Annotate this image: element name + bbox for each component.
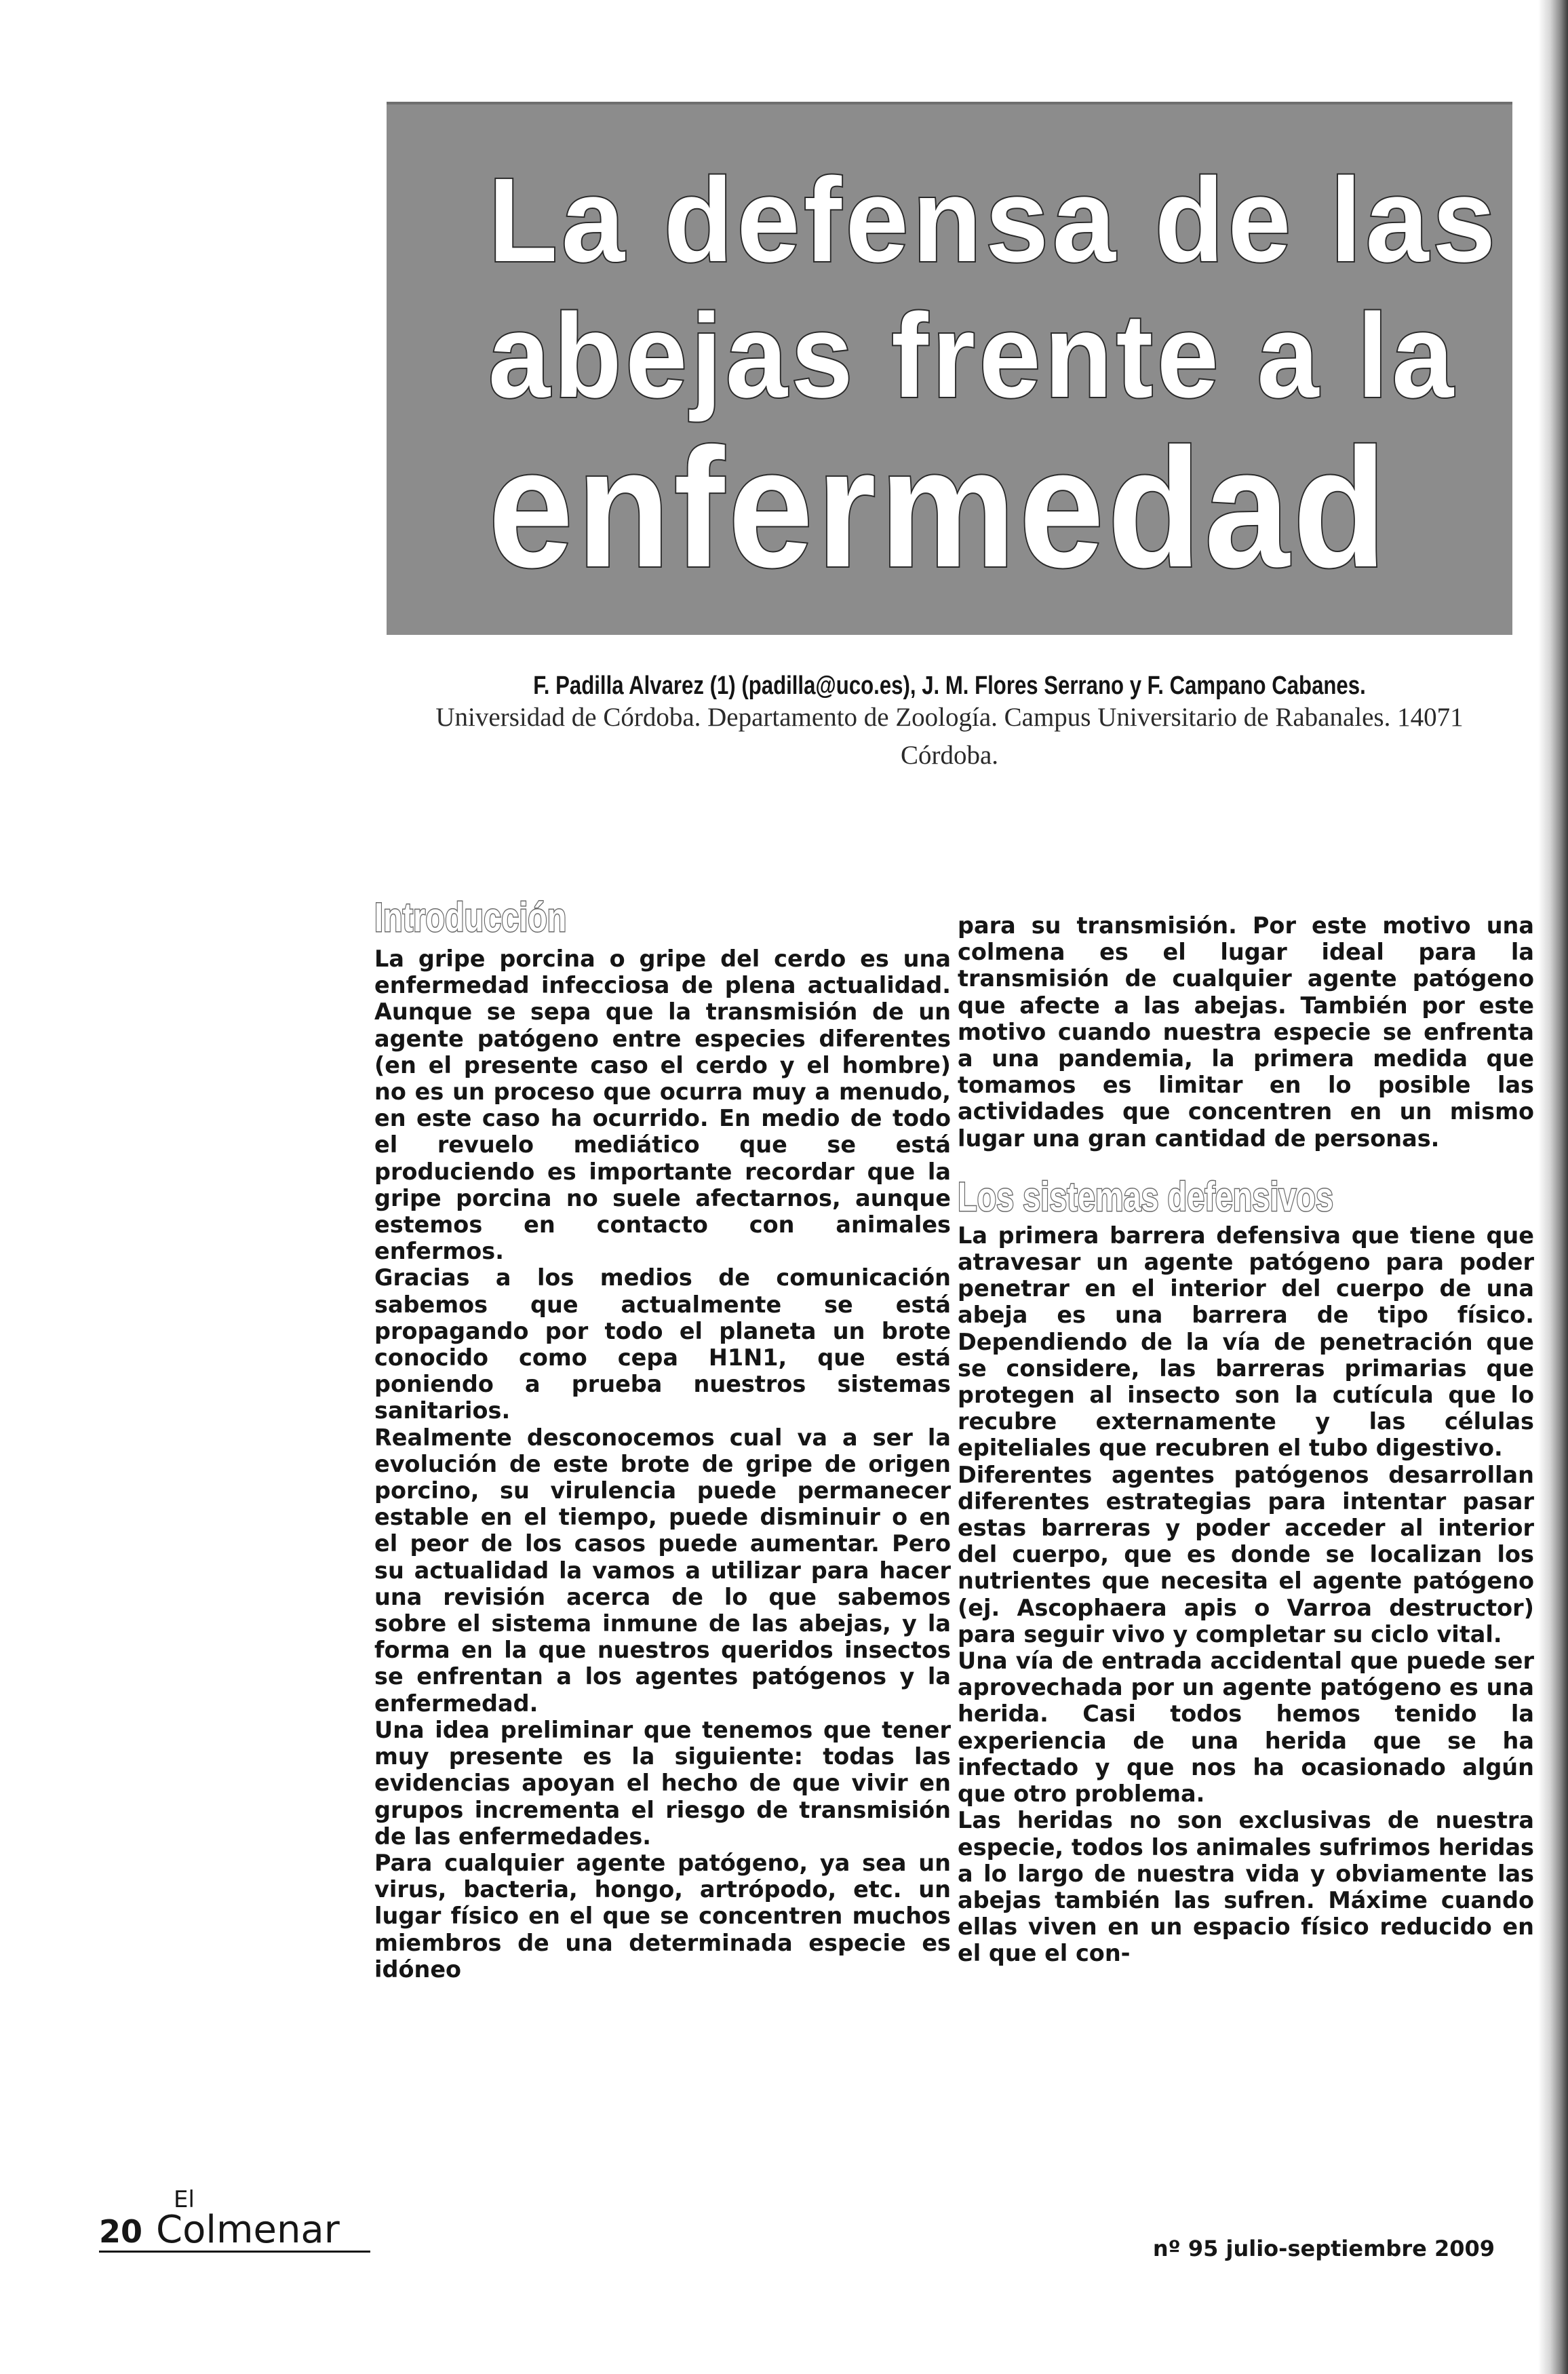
author-list: F. Padilla Alvarez (1) (padilla@uco.es), J. M. Flores Serrano y F. Campano Cabanes. (533, 672, 1366, 700)
magazine-logo (156, 2186, 340, 2252)
paragraph: Una idea preliminar que tenemos que tener muy presente es la siguiente: todas las evidencias apoyan el hecho de que vivir en grupos incrementa el riesgo de transmisión de las enfermedades. (374, 1716, 951, 1850)
section-heading-introduccion: Introducción (374, 895, 567, 940)
title-line-2: abejas frente a la (488, 290, 1457, 423)
paragraph: Para cualquier agente patógeno, ya sea un virus, bacteria, hongo, artrópodo, etc. un lugar físico en el que se concentren muchos miembros de una determinada especie es idóneo (374, 1849, 951, 1983)
paragraph: Diferentes agentes patógenos desarrollan diferentes estrategias para intentar pasar estas barreras y poder acceder al interior del cuerpo, que es donde se localizan los nutrientes que necesita el agente patógeno (ej. Ascophaera apis o Varroa destructor) para seguir vivo y completar su ciclo vital. (958, 1461, 1534, 1648)
paragraph: Gracias a los medios de comunicación sabemos que actualmente se está propagando por todo el planeta un brote conocido como cepa H1N1, que está poniendo a prueba nuestros sistemas sanitarios. (374, 1264, 951, 1424)
magazine-logo-el: El (174, 2186, 195, 2213)
title-line-1: La defensa de las (488, 154, 1500, 287)
issue-info: nº 95 julio-septiembre 2009 (1152, 2236, 1495, 2261)
magazine-logo-name: Colmenar (156, 2208, 340, 2252)
left-column (374, 895, 951, 1983)
right-column (958, 912, 1534, 1967)
section-heading-sistemas-defensivos: Los sistemas defensivos (958, 1173, 1334, 1220)
paragraph: La gripe porcina o gripe del cerdo es una enfermedad infecciosa de plena actualidad. Aunque se sepa que la transmisión de un agente patógeno entre especies diferentes (en el presente caso el cerdo y el hombre) no es un proceso que ocurra muy a menudo, en este caso ha ocurrido. En medio de todo el revuelo mediático que se está produciendo es importante recordar que la gripe porcina no suele afectarnos, aunque estemos en contacto con animales enfermos. (374, 946, 951, 1265)
paragraph: Realmente desconocemos cual va a ser la evolución de este brote de gripe de origen porcino, su virulencia puede permanecer estable en el tiempo, puede disminuir o en el peor de los casos puede aumentar. Pero su actualidad la vamos a utilizar para hacer una revisión acerca de lo que sabemos sobre el sistema inmune de las abejas, y la forma en la que nuestros queridos insectos se enfrentan a los agentes patógenos y la enfermedad. (374, 1424, 951, 1717)
page-number: 20 (99, 2213, 143, 2250)
title-line-3: enfermedad (488, 413, 1390, 602)
footer-page-and-magazine (99, 2186, 370, 2253)
affiliation: Universidad de Córdoba. Departamento de Zoología. Campus Universitario de Rabanales. 14071 Córdoba. (435, 703, 1464, 770)
paragraph: Las heridas no son exclusivas de nuestra especie, todos los animales sufrimos heridas a lo largo de nuestra vida y obviamente las abejas también las sufren. Máxime cuando ellas viven en un espacio físico reducido en el que el con- (958, 1807, 1534, 1967)
paragraph: para su transmisión. Por este motivo una colmena es el lugar ideal para la transmisión de cualquier agente patógeno que afecte a las abejas. También por este motivo cuando nuestra especie se enfrenta a una pandemia, la primera medida que tomamos es limitar en lo posible las actividades que concentren en un mismo lugar una gran cantidad de personas. (958, 912, 1534, 1152)
title-banner (387, 102, 1512, 635)
paragraph: Una vía de entrada accidental que puede ser aprovechada por un agente patógeno es una herida. Casi todos hemos tenido la experiencia de una herida que se ha infectado y que nos ha ocasionado algún que otro problema. (958, 1648, 1534, 1808)
paragraph: La primera barrera defensiva que tiene que atravesar un agente patógeno para poder penetrar en el interior del cuerpo de una abeja es una barrera de tipo físico. Dependiendo de la vía de penetración que se considere, las barreras primarias que protegen al insecto son la cutícula que lo recubre externamente y las células epiteliales que recubren el tubo digestivo. (958, 1222, 1534, 1462)
page-binding-shadow (1538, 0, 1568, 2374)
